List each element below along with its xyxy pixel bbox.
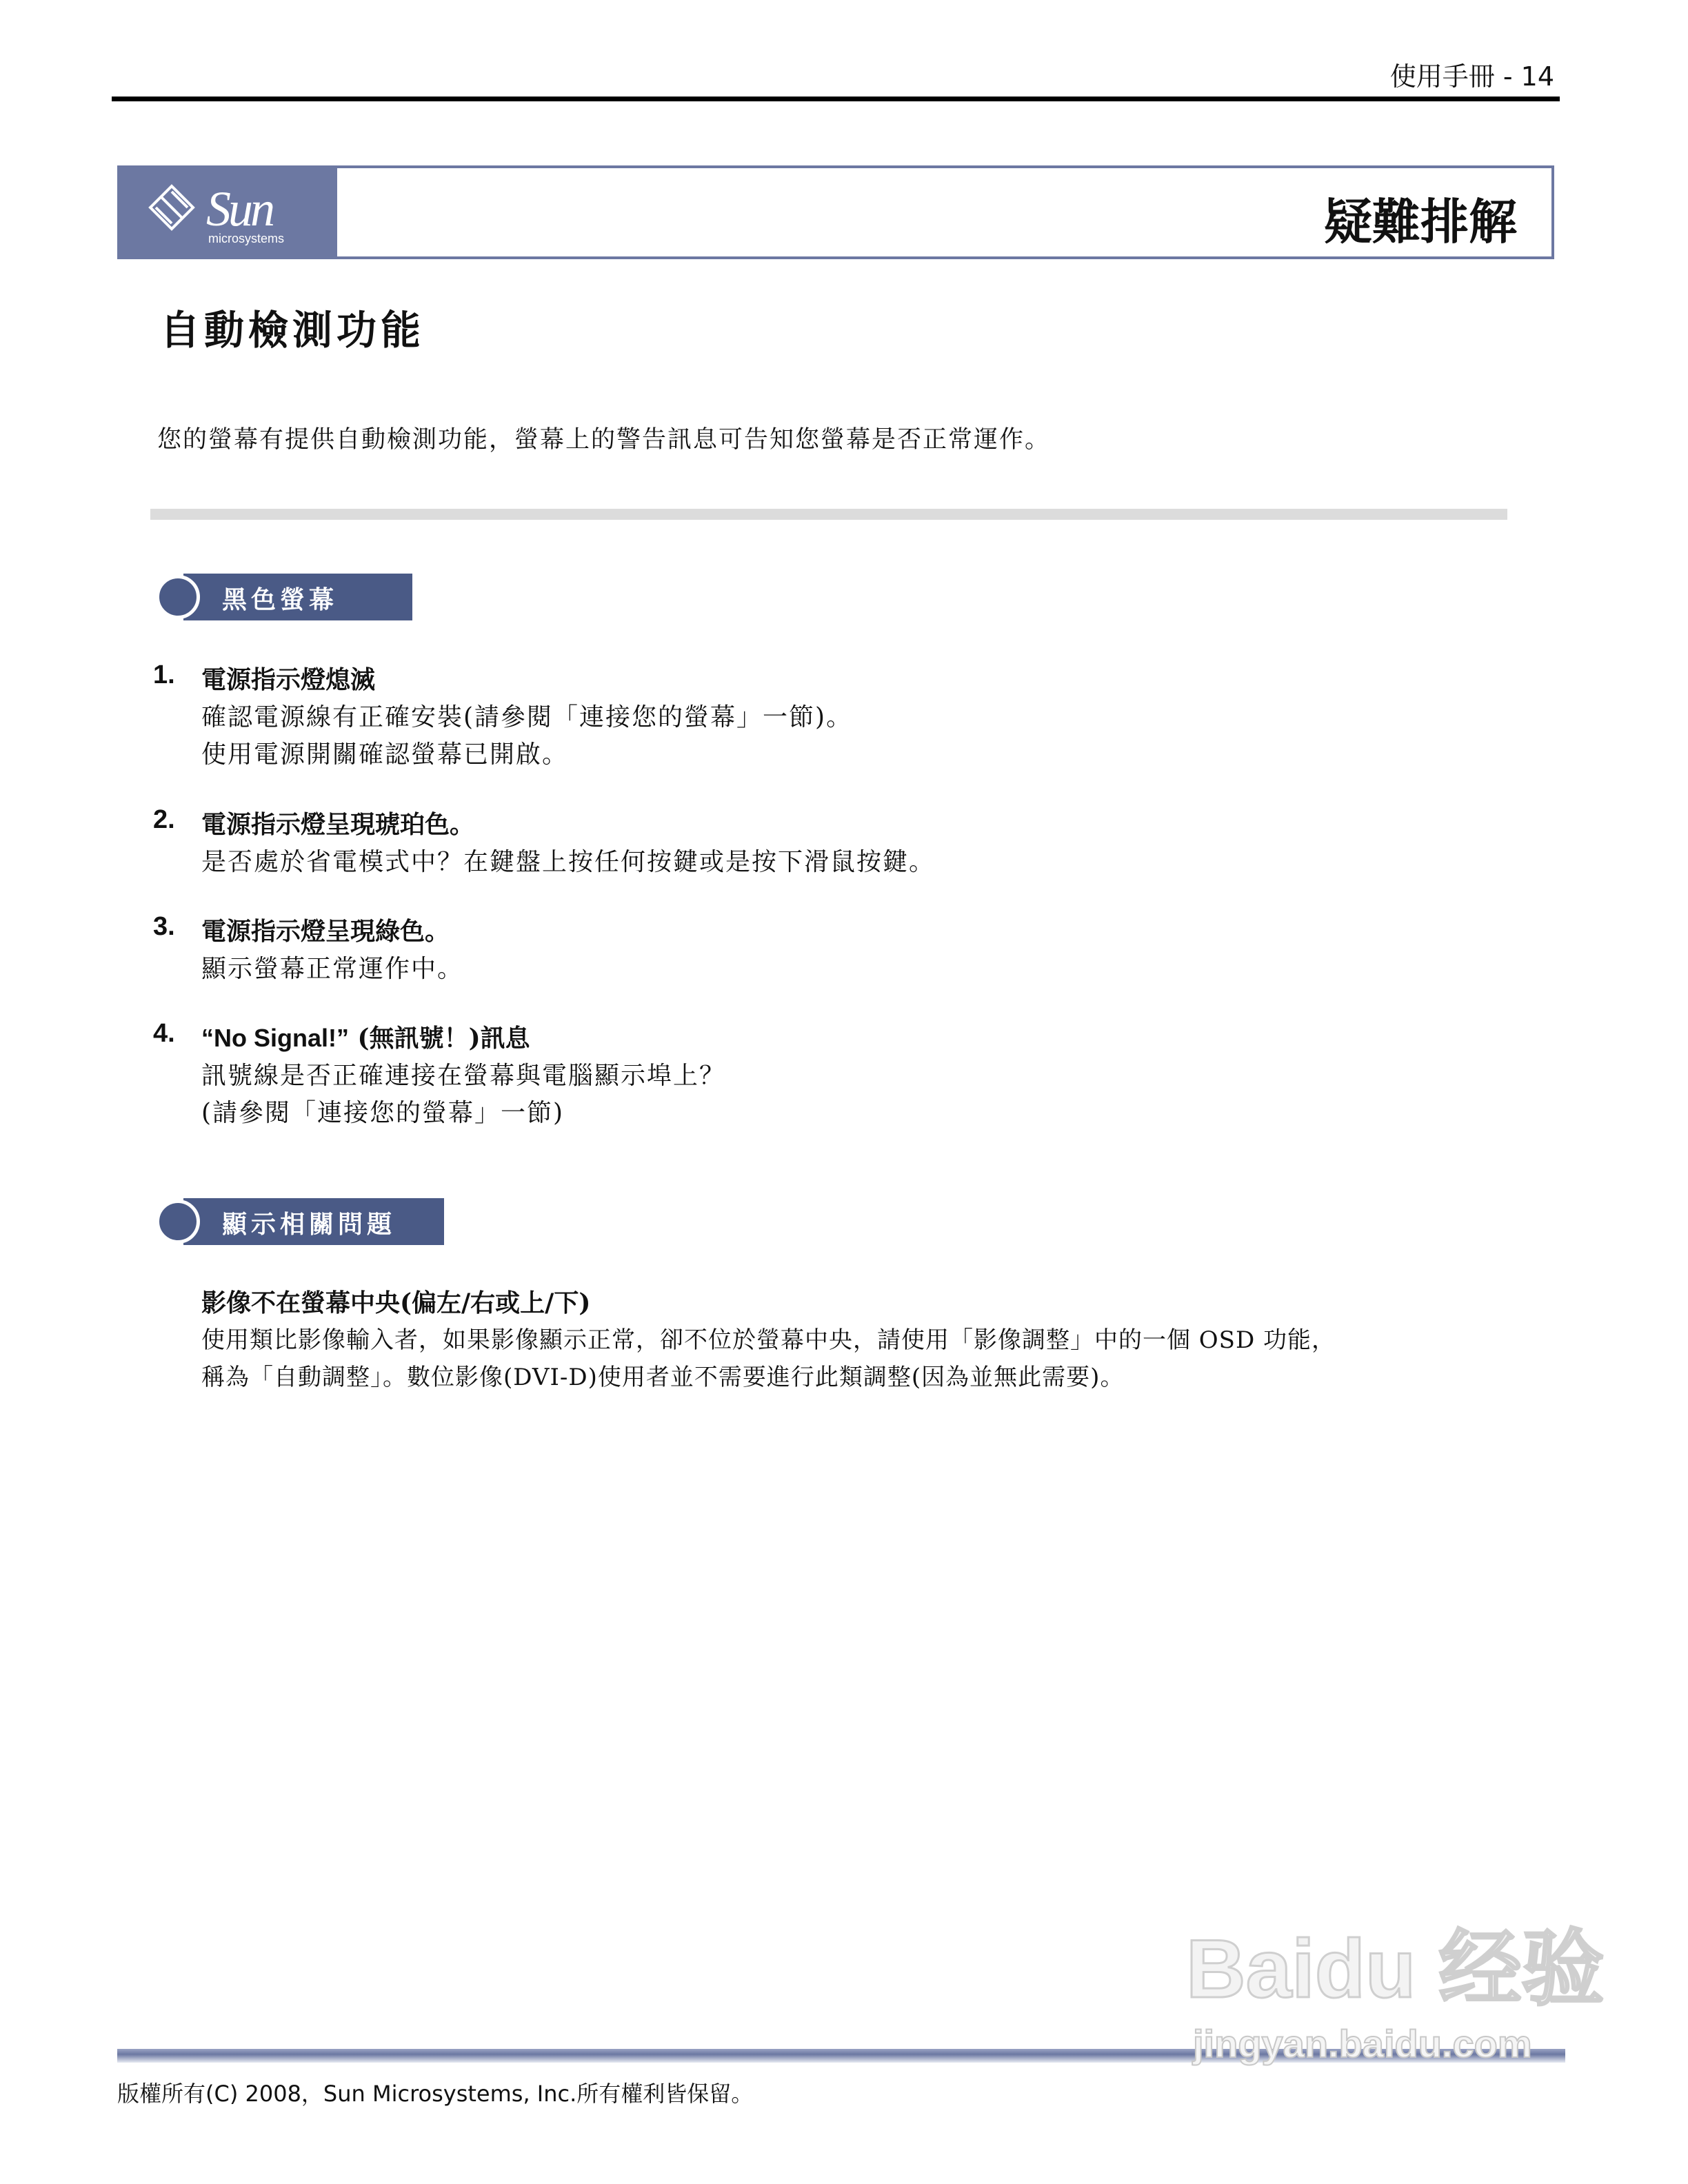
logo-subtitle: microsystems [208,232,285,245]
item-number: 1. [153,660,175,689]
divider [150,509,1507,520]
sun-logo-icon [148,183,196,232]
item-line: 確認電源線有正確安裝(請參閱「連接您的螢幕」一節)。 [201,703,853,731]
item-line: 使用電源開關確認螢幕已開啟。 [201,740,569,769]
chapter-title: 疑難排解 [1324,193,1517,250]
item-line: 是否處於省電模式中？在鍵盤上按任何按鍵或是按下滑鼠按鍵。 [201,848,936,876]
pill-label: 黑色螢幕 [222,585,339,614]
item-number: 3. [153,912,175,941]
section-pill-black-screen [156,574,412,620]
item-number: 4. [153,1019,175,1048]
page-header: 使用手冊 - 14 [1389,61,1554,92]
item-number: 2. [153,805,175,834]
item-line: 稱為「自動調整」。數位影像(DVI-D)使用者並不需要進行此類調整(因為並無此需要)。 [201,1364,1125,1391]
item-title-en: “No Signal!” [201,1024,349,1052]
watermark-url: jingyan.baidu.com [1193,2022,1532,2065]
copyright-footer: 版權所有(C) 2008，Sun Microsystems, Inc.所有權利皆保留。 [117,2081,754,2107]
item-title [201,1019,530,1054]
item-line: 顯示螢幕正常運作中。 [201,955,464,983]
intro-text: 您的螢幕有提供自動檢測功能，螢幕上的警告訊息可告知您螢幕是否正常運作。 [157,426,1051,454]
sun-logo [120,168,337,256]
watermark-main: Baidu 经验 [1186,1923,1605,2015]
title-banner [117,165,1554,259]
item-title-zh: (無訊號！)訊息 [349,1024,530,1053]
item-title: 電源指示燈熄滅 [201,665,376,694]
baidu-watermark [1186,1903,1605,2066]
bullet-icon [156,575,200,619]
item-title: 電源指示燈呈現琥珀色。 [201,810,475,839]
header-rule [112,97,1560,101]
item-title: 電源指示燈呈現綠色。 [201,917,450,946]
item-line: (請參閱「連接您的螢幕」一節) [201,1099,565,1127]
logo-wordmark: Sun [206,181,272,236]
pill-label: 顯示相關問題 [222,1210,396,1239]
item-title: 影像不在螢幕中央(偏左/右或上/下) [201,1288,591,1317]
item-line: 使用類比影像輸入者，如果影像顯示正常，卻不位於螢幕中央，請使用「影像調整」中的一個 OSD 功能， [201,1326,1336,1354]
item-line: 訊號線是否正確連接在螢幕與電腦顯示埠上？ [201,1062,726,1090]
section-heading: 自動檢測功能 [160,307,425,354]
section-pill-display-issues [156,1198,444,1245]
bullet-icon [156,1200,200,1244]
